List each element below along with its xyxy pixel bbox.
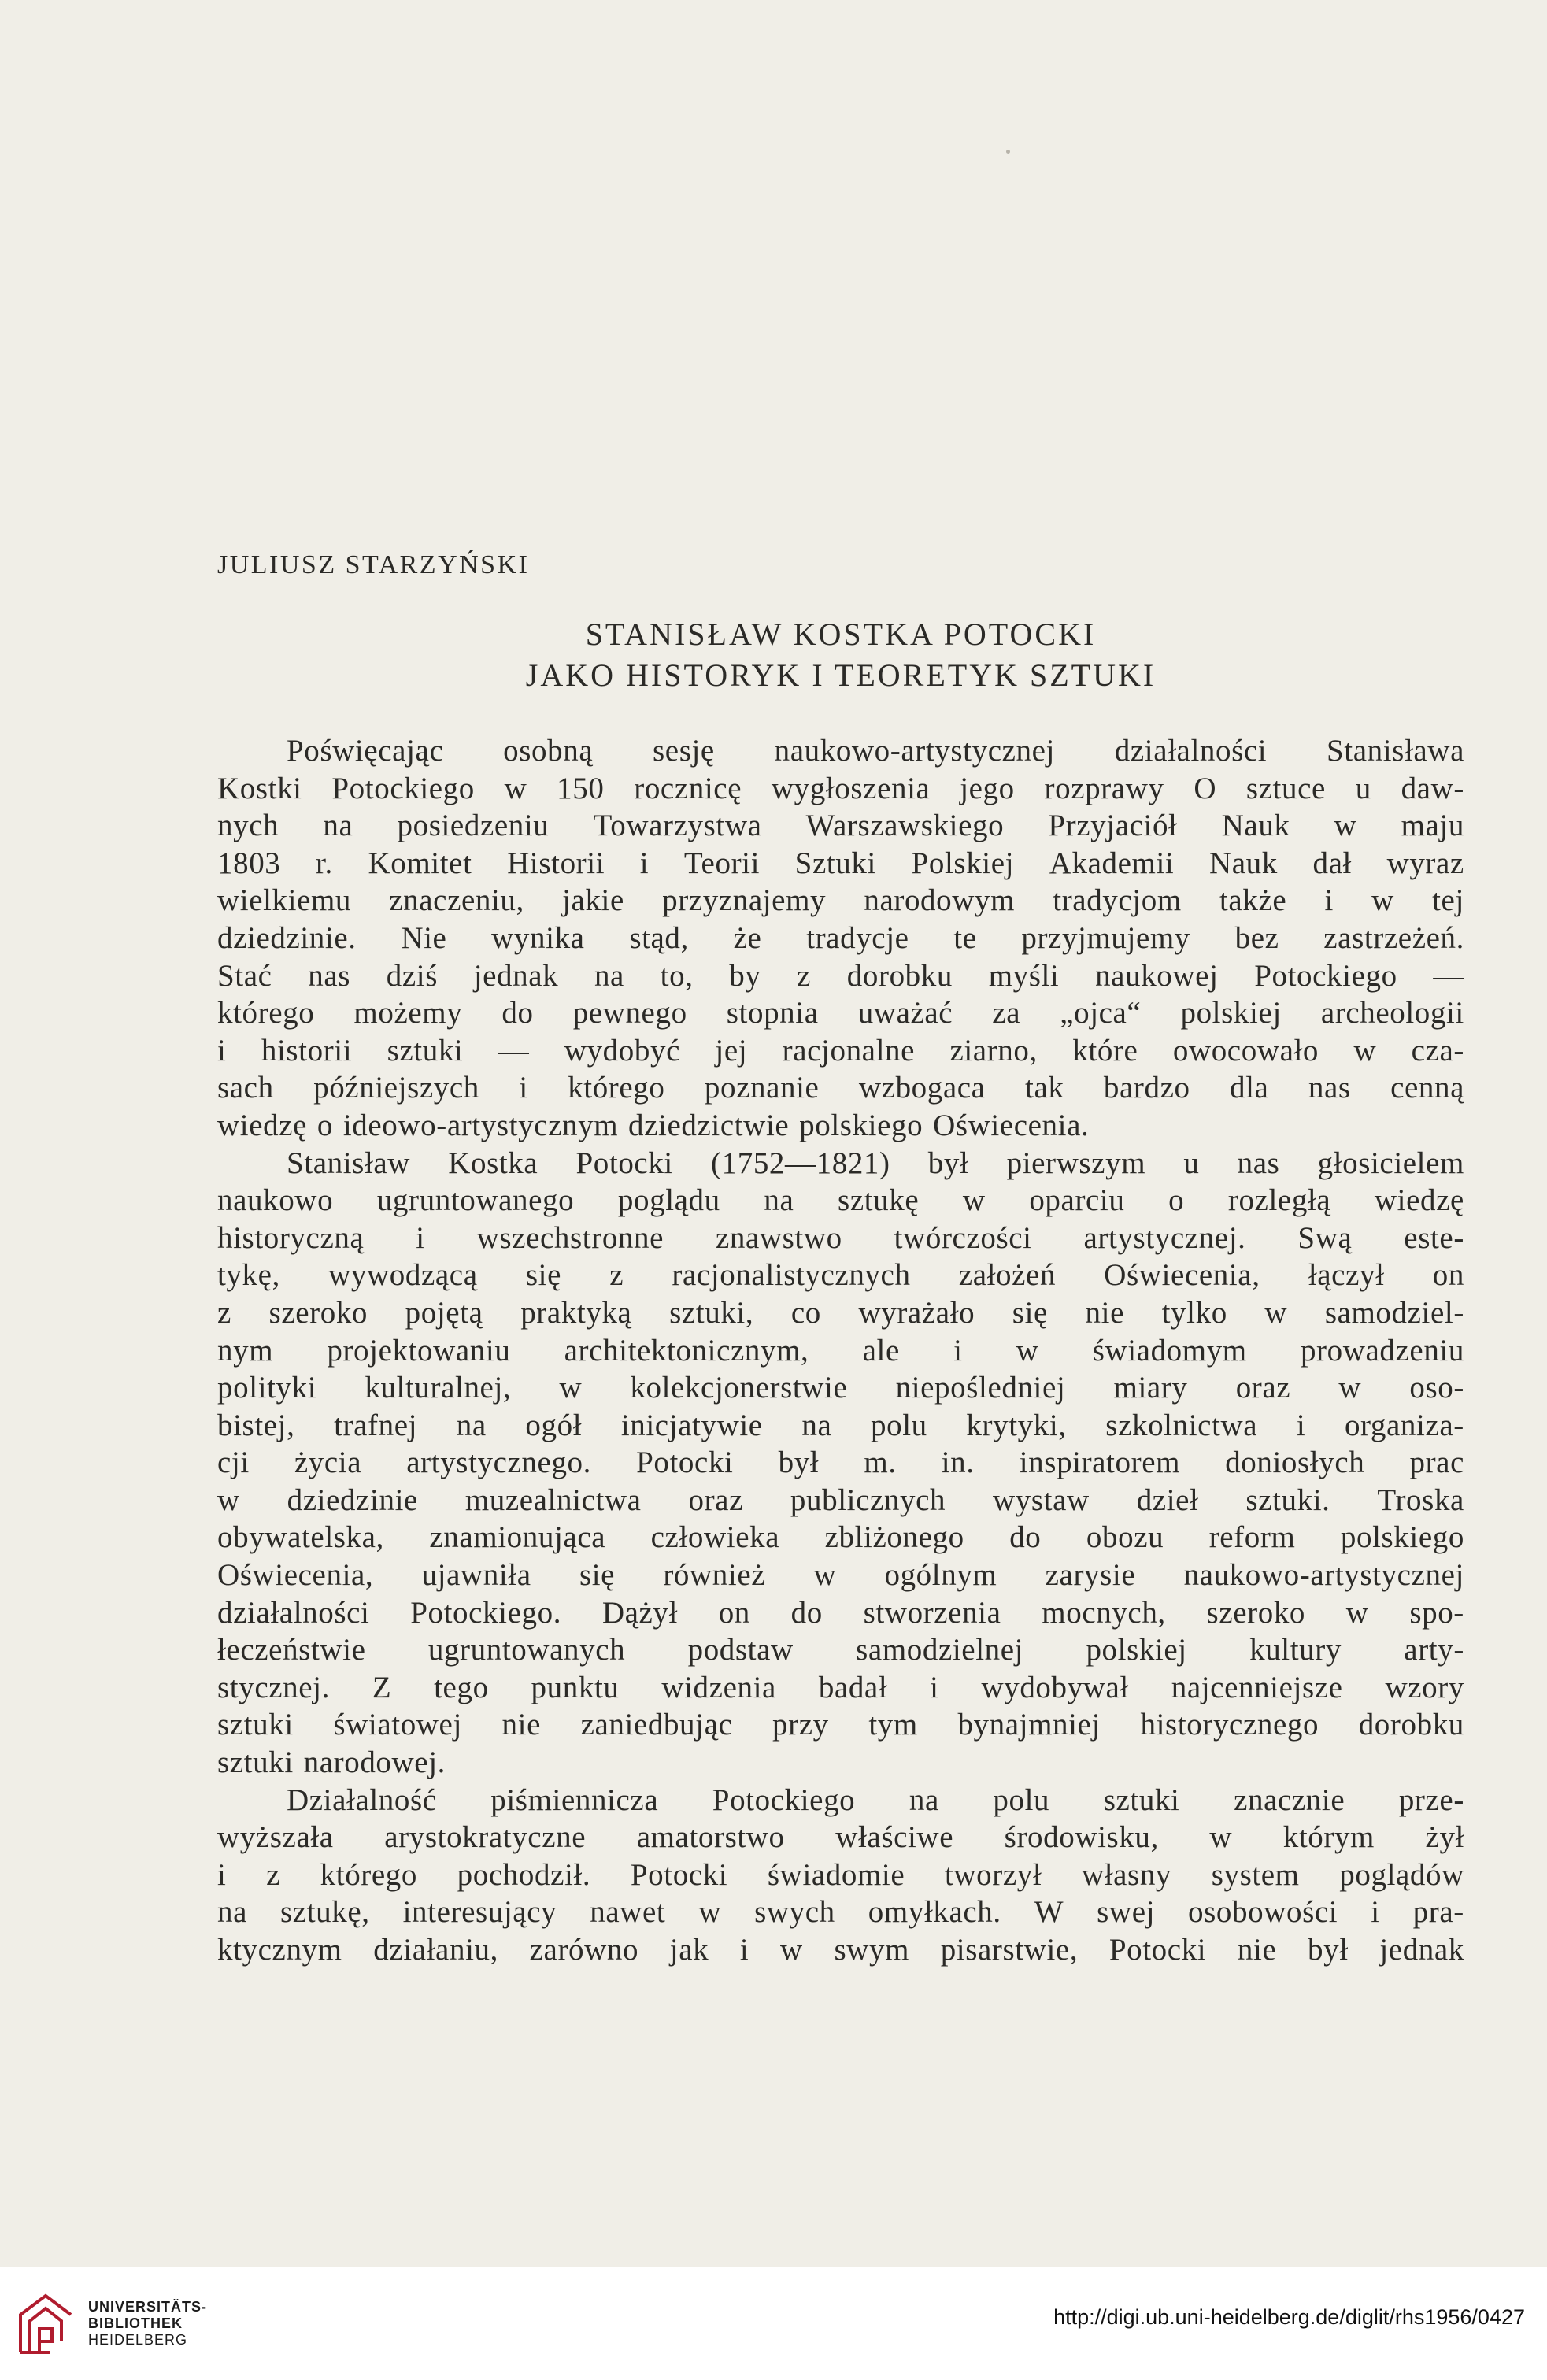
text-line: sach późniejszych i którego poznanie wzbogaca tak bardzo dla nas cenną [217,1071,1464,1105]
text-line: łeczeństwie ugruntowanych podstaw samodzielnej polskiej kultury arty- [217,1633,1464,1667]
text-line: ktycznym działaniu, zarówno jak i w swym pisarstwie, Potocki nie był jednak [217,1933,1464,1967]
title-line: STANISŁAW KOSTKA POTOCKI [585,616,1097,652]
text-line: na sztukę, interesujący nawet w swych omyłkach. W swej osobowości i pra- [217,1895,1464,1930]
logo-text-line: HEIDELBERG [88,2332,188,2348]
text-line: i historii sztuki — wydobyć jej racjonalne ziarno, które owocowało w cza- [217,1033,1464,1068]
source-url-link[interactable]: http://digi.ub.uni-heidelberg.de/diglit/rhs1956/0427 [1053,2305,1525,2329]
author-name: JULIUSZ STARZYŃSKI [217,550,530,579]
text-line: tykę, wywodzącą się z racjonalistycznych założeń Oświecenia, łączył on [217,1258,1464,1293]
article-body [217,732,1464,1969]
text-line: Poświęcając osobną sesję naukowo-artystycznej działalności Stanisława [287,734,1464,768]
library-logo-text [88,2299,207,2349]
text-line: wielkiemu znaczeniu, jakie przyznajemy narodowym tradycjom także i w tej [217,883,1464,918]
title-line: JAKO HISTORYK I TEORETYK SZTUKI [525,657,1157,693]
text-line: Stanisław Kostka Potocki (1752—1821) był pierwszym u nas głosicielem [287,1146,1464,1180]
logo-text-line: UNIVERSITÄTS- [88,2299,208,2315]
text-line: z szeroko pojętą praktyką sztuki, co wyrażało się nie tylko w samodziel- [217,1295,1464,1330]
text-line: Kostki Potockiego w 150 rocznicę wygłoszenia jego rozprawy O sztuce u daw- [217,771,1464,805]
text-line: wyższała arystokratyczne amatorstwo właściwe środowisku, w którym żył [217,1820,1464,1855]
text-line: którego możemy do pewnego stopnia uważać za „ojca“ polskiej archeologii [217,996,1464,1031]
text-line: stycznej. Z tego punktu widzenia badał i wydobywał najcenniejsze wzory [217,1670,1464,1704]
text-line: 1803 r. Komitet Historii i Teorii Sztuki Polskiej Akademii Nauk dał wyraz [217,846,1464,880]
text-line: nym projektowaniu architektonicznym, ale i w świadomym prowadzeniu [217,1333,1464,1368]
text-line: Działalność piśmiennicza Potockiego na polu sztuki znacznie prze- [287,1782,1464,1817]
scan-speck [1006,150,1010,154]
text-line: działalności Potockiego. Dążył on do stworzenia mocnych, szeroko w spo- [217,1595,1464,1630]
footer-bar [0,2267,1547,2380]
text-line: i z którego pochodził. Potocki świadomie tworzył własny system poglądów [217,1857,1464,1892]
text-line: polityki kulturalnej, w kolekcjonerstwie niepośledniej miary oraz w oso- [217,1371,1464,1405]
text-line: Stać nas dziś jednak na to, by z dorobku myśli naukowej Potockiego — [217,958,1464,993]
text-line: obywatelska, znamionująca człowieka zbliżonego do obozu reform polskiego [217,1520,1464,1555]
text-line: w dziedzinie muzealnictwa oraz publicznych wystaw dzieł sztuki. Troska [217,1482,1464,1517]
article-title [217,614,1464,696]
text-line: Oświecenia, ujawniła się również w ogólnym zarysie naukowo-artystycznej [217,1558,1464,1593]
text-line: cji życia artystycznego. Potocki był m. in. inspiratorem doniosłych prac [217,1445,1464,1480]
text-line: nych na posiedzeniu Towarzystwa Warszawskiego Przyjaciół Nauk w maju [217,809,1464,843]
text-line: historyczną i wszechstronne znawstwo twórczości artystycznej. Swą este- [217,1220,1464,1255]
text-line: sztuki narodowej. [217,1745,446,1780]
text-line: sztuki światowej nie zaniedbując przy tym bynajmniej historycznego dorobku [217,1708,1464,1742]
logo-text-line: BIBLIOTHEK [88,2315,183,2331]
text-line: naukowo ugruntowanego poglądu na sztukę w oparciu o rozległą wiedzę [217,1183,1464,1218]
text-line: wiedzę o ideowo-artystycznym dziedzictwie polskiego Oświecenia. [217,1108,1090,1142]
text-line: bistej, trafnej na ogół inicjatywie na polu krytyki, szkolnictwa i organiza- [217,1408,1464,1442]
text-line: dziedzinie. Nie wynika stąd, że tradycje te przyjmujemy bez zastrzeżeń. [217,920,1464,955]
heidelberg-library-logo-icon [16,2291,76,2357]
